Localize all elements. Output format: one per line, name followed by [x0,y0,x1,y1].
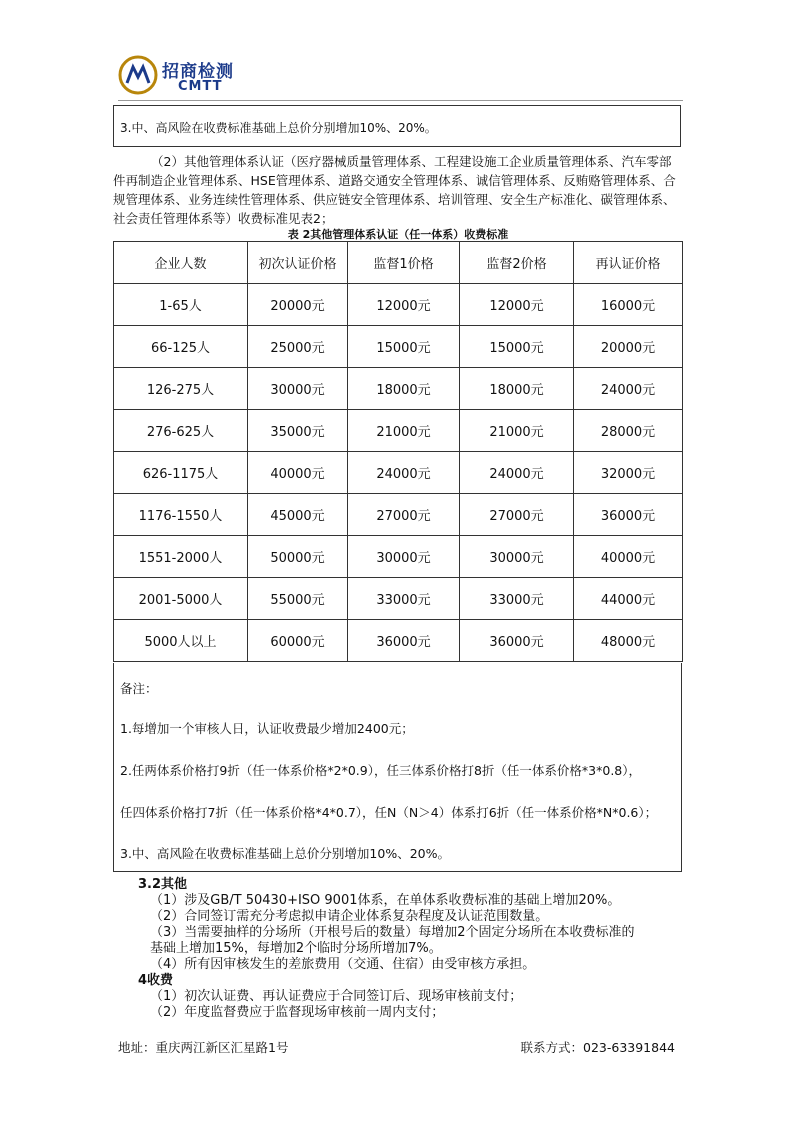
table-cell: 24000元 [574,368,683,410]
table-cell: 21000元 [460,410,574,452]
section-3-2-item: （1）涉及GB/T 50430+ISO 9001体系，在单体系收费标准的基础上增加20%。 [150,893,621,908]
note-item: 任四体系价格打7折（任一体系价格*4*0.7），任N（N＞4）体系打6折（任一体系价格*N*0.6）； [120,805,658,820]
table-cell: 5000人以上 [114,620,248,662]
table-row [114,494,683,536]
table-cell: 626-1175人 [114,452,248,494]
table-cell: 12000元 [460,284,574,326]
table-row [114,410,683,452]
section-3-2-item: （2）合同签订需充分考虑拟申请企业体系复杂程度及认证范围数量。 [150,909,549,924]
table-cell: 20000元 [248,284,348,326]
table-cell: 36000元 [574,494,683,536]
table-row [114,620,683,662]
risk-surcharge-note: 3.中、高风险在收费标准基础上总价分别增加10%、20%。 [120,121,437,135]
section-3-2-item: （4）所有因审核发生的差旅费用（交通、住宿）由受审核方承担。 [150,957,536,972]
table-notes [113,663,682,872]
logo-chinese-text: 招商检测 [162,62,234,82]
table-cell: 50000元 [248,536,348,578]
header-cell: 初次认证价格 [248,242,348,284]
table-cell: 18000元 [460,368,574,410]
company-logo [118,55,258,101]
table-cell: 32000元 [574,452,683,494]
table-caption: 表 2其他管理体系认证（任一体系）收费标准 [287,228,509,241]
section-4-item: （2）年度监督费应于监督现场审核前一周内支付； [150,1005,445,1020]
fee-table [113,241,683,662]
table-cell: 66-125人 [114,326,248,368]
table-cell: 33000元 [348,578,460,620]
table-cell: 21000元 [348,410,460,452]
table-cell: 1176-1550人 [114,494,248,536]
table-cell: 24000元 [348,452,460,494]
table-row [114,578,683,620]
header-cell: 企业人数 [114,242,248,284]
table-cell: 24000元 [460,452,574,494]
table-cell: 45000元 [248,494,348,536]
section-4-title: 4收费 [138,973,174,988]
table-cell: 18000元 [348,368,460,410]
table-row [114,536,683,578]
note-item: 1.每增加一个审核人日，认证收费最少增加2400元； [120,721,414,736]
footer-address: 地址：重庆两江新区汇星路1号 [118,1040,289,1055]
table-cell: 15000元 [348,326,460,368]
header-divider [118,100,683,101]
table-row [114,452,683,494]
table-cell: 40000元 [248,452,348,494]
section-3-2-title: 3.2其他 [138,877,188,892]
table-cell: 30000元 [248,368,348,410]
table-cell: 36000元 [460,620,574,662]
table-row [114,326,683,368]
header-cell: 监督1价格 [348,242,460,284]
table-cell: 20000元 [574,326,683,368]
notes-title: 备注： [120,681,158,696]
table-header-row [114,242,683,284]
table-cell: 60000元 [248,620,348,662]
table-cell: 27000元 [348,494,460,536]
header-cell: 再认证价格 [574,242,683,284]
section-3-2-item: （3）当需要抽样的分场所（开根号后的数量）每增加2个固定分场所在本收费标准的 [150,925,635,940]
table-cell: 126-275人 [114,368,248,410]
table-cell: 55000元 [248,578,348,620]
table-cell: 25000元 [248,326,348,368]
table-cell: 16000元 [574,284,683,326]
table-cell: 36000元 [348,620,460,662]
table-cell: 12000元 [348,284,460,326]
table-cell: 40000元 [574,536,683,578]
logo-english-text: CMTT [178,79,223,94]
table-row [114,368,683,410]
other-systems-intro: （2）其他管理体系认证（医疗器械质量管理体系、工程建设施工企业质量管理体系、汽车零部件再制造企业管理体系、HSE管理体系、道路交通安全管理体系、诚信管理体系、反贿赂管理体系、合规管理体系、业务连续性管理体系、供应链安全管理体系、培训管理、安全生产标准化、碳管理体系、社会责任管理体系等）收费标准见表2； [113,154,676,226]
section-3-2-item: 基础上增加15%，每增加2个临时分场所增加7%。 [150,941,442,956]
header-cell: 监督2价格 [460,242,574,284]
note-item: 2.任两体系价格打9折（任一体系价格*2*0.9），任三体系价格打8折（任一体系价格*3*0.8）， [120,763,641,778]
table-cell: 27000元 [460,494,574,536]
section-4-item: （1）初次认证费、再认证费应于合同签订后、现场审核前支付； [150,989,523,1004]
table-cell: 276-625人 [114,410,248,452]
table-cell: 1551-2000人 [114,536,248,578]
table-cell: 48000元 [574,620,683,662]
table-cell: 30000元 [348,536,460,578]
table-cell: 28000元 [574,410,683,452]
table-cell: 33000元 [460,578,574,620]
table-cell: 30000元 [460,536,574,578]
table-cell: 15000元 [460,326,574,368]
table-cell: 35000元 [248,410,348,452]
previous-table-note-box [113,105,681,147]
cmtt-emblem-icon [118,55,158,95]
footer-contact: 联系方式：023-63391844 [520,1040,675,1055]
table-cell: 1-65人 [114,284,248,326]
table-row [114,284,683,326]
table-cell: 44000元 [574,578,683,620]
table-cell: 2001-5000人 [114,578,248,620]
note-item: 3.中、高风险在收费标准基础上总价分别增加10%、20%。 [120,846,450,861]
